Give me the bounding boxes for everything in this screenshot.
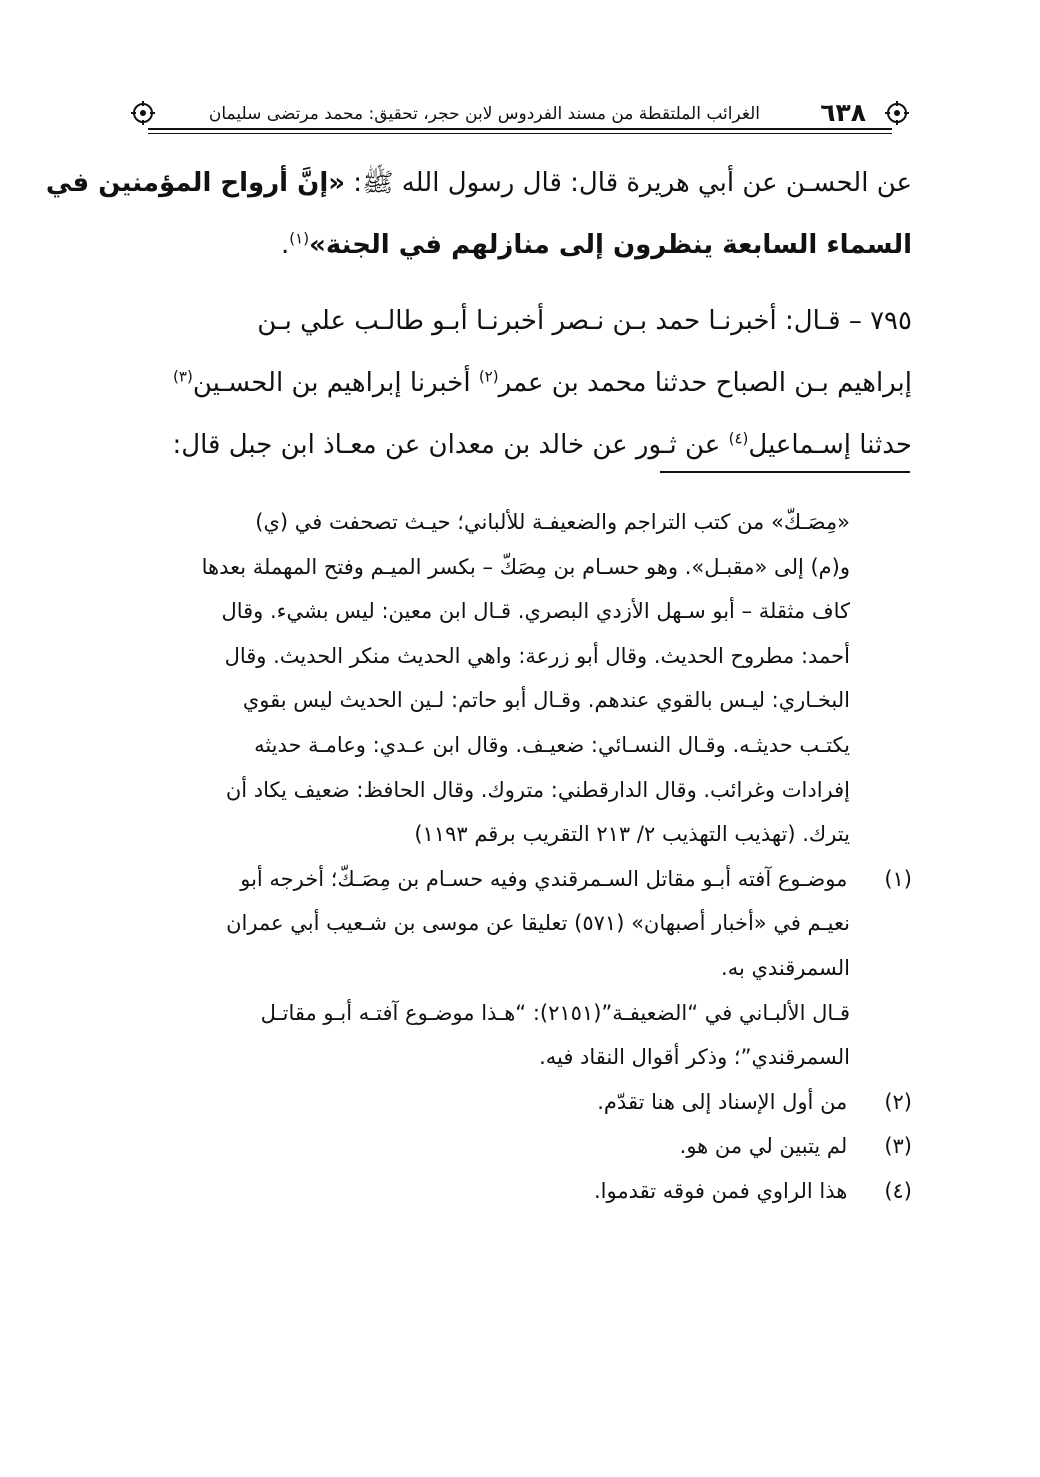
- chain-text: عن ثـور عن خالد بن معدان عن معـاذ ابن جبل قال:: [172, 430, 729, 460]
- text-line: [128, 414, 912, 476]
- footnote-ref[interactable]: (١): [289, 229, 310, 248]
- footnote-number: (٢): [884, 1089, 912, 1114]
- text-line: [128, 352, 912, 414]
- chain-text: أخبرنا إبراهيم بن الحسـين: [192, 368, 479, 398]
- footnote-ref[interactable]: (٢): [478, 367, 499, 386]
- footnote-continuation-line: «مِصَـكّ» من كتب التراجم والضعيفـة للألباني؛ حيـث تصحفت في (ي): [255, 510, 850, 534]
- hadith-text: «إنَّ أرواح المؤمنين في: [45, 168, 346, 198]
- footnote-4: [128, 1169, 912, 1214]
- footnote-number: (٤): [884, 1178, 912, 1203]
- footnote-line: نعيـم في «أخبار أصبهان» (٥٧١) تعليقا عن موسى بن شـعيب أبي عمران: [226, 911, 850, 936]
- footnote-ref[interactable]: (٤): [728, 429, 749, 448]
- footnote-continuation-line: البخـاري: ليـس بالقوي عندهم. وقـال أبو حاتم: لـين الحديث ليس بقوي: [242, 688, 850, 713]
- ornament-left-icon: [130, 100, 156, 126]
- footnote-continuation-line: إفرادات وغرائب. وقال الدارقطني: متروك. وقال الحافظ: ضعيف يكاد أن: [225, 777, 850, 802]
- header-rule: [148, 128, 892, 130]
- footnote-2: [128, 1080, 912, 1125]
- header-rule-thin: [148, 133, 892, 134]
- footnote-1: [128, 857, 912, 902]
- footnote-line: السمرقندي”؛ وذكر أقوال النقاد فيه.: [539, 1045, 850, 1070]
- footnote-text: هذا الراوي فمن فوقه تقدموا.: [594, 1178, 848, 1203]
- text-line: [128, 290, 912, 352]
- footnote-continuation-line: و(م) إلى «مقبـل». وهو حسـام بن مِصَكّ – بكسر الميـم وفتح المهملة بعدها: [201, 554, 850, 579]
- hadith-text: السماء السابعة ينظرون إلى منازلهم في الجنة»: [309, 230, 912, 260]
- footnote-continuation-line: كاف مثقلة – أبو سـهل الأزدي البصري. قـال ابن معين: ليس بشيء. وقال: [221, 599, 850, 624]
- footnote-text: لم يتبين لي من هو.: [679, 1134, 848, 1159]
- book-title: الغرائب الملتقطة من مسند الفردوس لابن حجر، تحقيق: محمد مرتضى سليمان: [208, 104, 760, 124]
- footnote-line: قـال الألبـاني في “الضعيفـة”(٢١٥١): “هـذا موضـوع آفتـه أبـو مقاتـل: [260, 1000, 850, 1025]
- footnotes: [128, 500, 912, 1214]
- main-text-block-2: [128, 290, 912, 476]
- footnote-text: موضـوع آفته أبـو مقاتل السـمرقندي وفيه حسـام بن مِصَـكّ؛ أخرجه أبو: [240, 866, 848, 891]
- footnote-ref[interactable]: (٣): [173, 367, 193, 386]
- footnote-number: (١): [884, 866, 912, 891]
- footnote-continuation-line: يترك. (تهذيب التهذيب ٢/ ٢١٣ التقريب برقم ١١٩٣): [414, 822, 850, 847]
- hadith-number-line: ٧٩٥ – قـال: أخبرنـا حمد بـن نـصر أخبرنـا أبـو طالـب علي بـن: [257, 306, 912, 336]
- footnote-3: [128, 1124, 912, 1169]
- text-line: [128, 214, 912, 276]
- running-header: [130, 92, 910, 136]
- footnote-continuation-line: أحمد: مطروح الحديث. وقال أبو زرعة: واهي الحديث منكر الحديث. وقال: [224, 643, 850, 668]
- main-text-block-1: [45, 152, 912, 276]
- footnote-continuation-line: يكتـب حديثـه. وقـال النسـائي: ضعيـف. وقال ابن عـدي: وعامـة حديثه: [254, 732, 850, 757]
- footnote-text: من أول الإسناد إلى هنا تقدّم.: [597, 1089, 848, 1114]
- chain-text: إبراهيم بـن الصباح حدثنا محمد بن عمر: [498, 368, 912, 398]
- footnote-line: السمرقندي به.: [721, 955, 850, 980]
- chain-text: حدثنا إسـماعيل: [748, 430, 912, 460]
- narration-text: عن الحسـن عن أبي هريرة قال: قال رسول الله ﷺ:: [345, 168, 912, 198]
- footnote-separator: [660, 471, 910, 473]
- period: .: [281, 230, 290, 260]
- ornament-right-icon: [884, 100, 910, 126]
- footnote-number: (٣): [884, 1134, 912, 1159]
- text-line: [45, 152, 912, 214]
- page-number: ٦٣٨: [820, 98, 866, 127]
